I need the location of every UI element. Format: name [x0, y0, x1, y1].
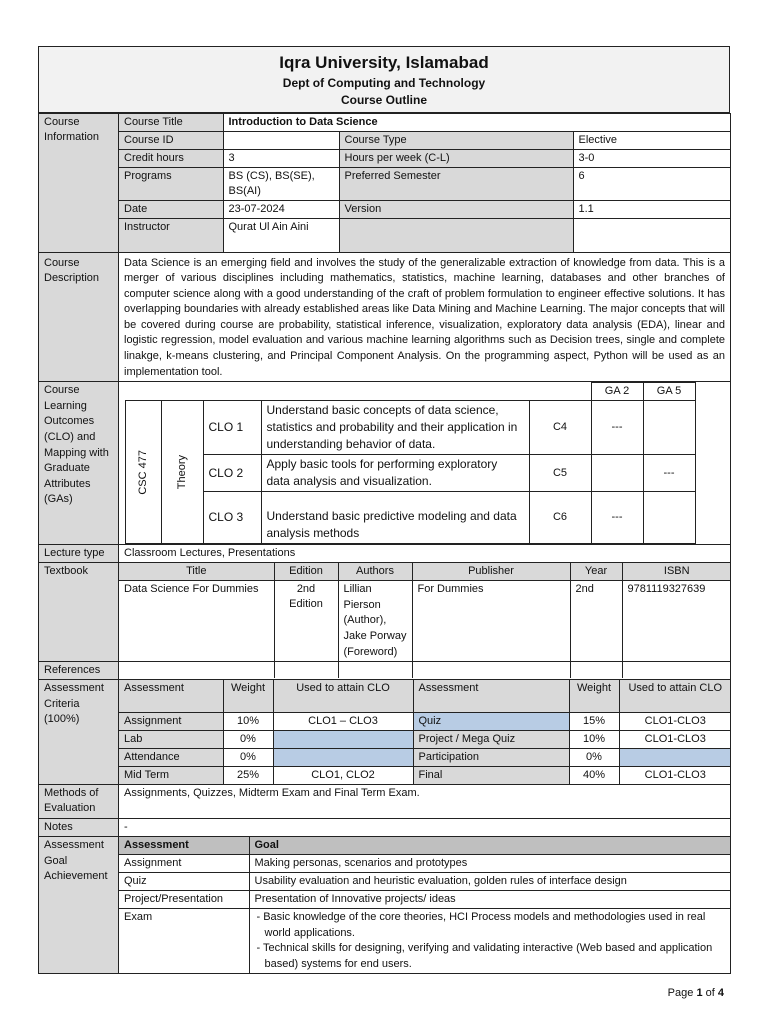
document-header — [38, 46, 730, 113]
textbook-label: Textbook — [39, 563, 119, 662]
course-type-label: Course Type — [339, 132, 573, 150]
textbook-header-authors: Authors — [338, 563, 412, 581]
goal-row — [119, 854, 731, 872]
assessment-name: Participation — [413, 748, 569, 766]
version-label: Version — [339, 201, 573, 219]
textbook-row — [119, 581, 731, 661]
notes-label: Notes — [39, 818, 119, 836]
clo-2-ga2 — [591, 455, 643, 492]
clo-1-ga2: --- — [591, 401, 643, 455]
assessment-row — [119, 748, 731, 766]
department-title: Dept of Computing and Technology — [282, 76, 486, 90]
exam-goal-item: - Technical skills for designing, verifying and validating interactive (Web based and application based) systems for end users. — [256, 942, 713, 970]
goal-assessment: Project/Presentation — [119, 890, 249, 908]
ga5-header: GA 5 — [643, 383, 695, 401]
assessment-weight: 25% — [223, 766, 273, 784]
assessment-weight: 40% — [569, 766, 619, 784]
clo-3-id: CLO 3 — [203, 492, 261, 544]
textbook-header-isbn: ISBN — [622, 563, 731, 581]
assessment-clo: CLO1-CLO3 — [619, 712, 731, 730]
lecture-type-value: Classroom Lectures, Presentations — [119, 545, 731, 563]
assessment-header-2: Assessment — [413, 680, 569, 712]
goals-header-goal: Goal — [249, 837, 731, 855]
clo-label: Course Learning Outcomes (CLO) and Mapping with Graduate Attributes (GAs) — [39, 382, 119, 545]
notes-value: - — [119, 818, 731, 836]
assessment-header-1: Assessment — [119, 680, 223, 712]
page-number: 1 — [696, 987, 703, 999]
goal-row-exam — [119, 908, 731, 973]
credit-hours-label: Credit hours — [119, 150, 223, 168]
textbook-authors: Lillian Pierson (Author), Jake Porway (Foreword) — [338, 581, 412, 661]
description-text: Data Science is an emerging field and involves the study of the generalizable extraction of knowledge from data. This is a merger of various disciplines including mathematics, statistics, machine learning, databases and other branches of computer science along with a good understanding of the craft of problem formulation to engineer effective solutions. It has overlapping boundaries with already established areas like Data Mining and Machine Learning. The major concepts that will be covered during course are probability, statistical inference, visualization, exploratory data analysis (EDA), linear and logistic regression, model evaluation and various machine learning algorithms such as Decision trees, single and complete linakge, k-means clustering, and Principal Component Analysis. On the programming aspect, Python will be used as an implementation tool. — [119, 252, 731, 382]
goals-label: Assessment Goal Achievement — [39, 836, 119, 973]
clo-2-level: C5 — [529, 455, 591, 492]
clo-3-ga2: --- — [591, 492, 643, 544]
instructor-extra — [339, 219, 573, 252]
clo-2-text: Apply basic tools for performing exploratory data analysis and visualization. — [261, 455, 529, 492]
course-outline-page — [38, 46, 730, 974]
course-id-value — [223, 132, 339, 150]
clo-1-id: CLO 1 — [203, 401, 261, 455]
version-value: 1.1 — [573, 201, 731, 219]
goals-table — [119, 837, 731, 973]
textbook-header-publisher: Publisher — [412, 563, 570, 581]
references-section — [39, 662, 731, 680]
assessment-clo: CLO1-CLO3 — [619, 730, 731, 748]
goal-assessment: Assignment — [119, 854, 249, 872]
assessment-name: Assignment — [119, 712, 223, 730]
description-section — [39, 252, 731, 382]
course-id-label: Course ID — [119, 132, 223, 150]
clo-table — [119, 382, 731, 544]
clo-1-level: C4 — [529, 401, 591, 455]
document-title: Course Outline — [340, 93, 427, 107]
programs-label: Programs — [119, 168, 223, 201]
assessment-section — [39, 680, 731, 785]
assessment-weight: 0% — [223, 748, 273, 766]
assessment-row — [119, 766, 731, 784]
clo-section — [39, 382, 731, 545]
date-value: 23-07-2024 — [223, 201, 339, 219]
weight-header-1: Weight — [223, 680, 273, 712]
page-total: 4 — [717, 987, 724, 999]
clo-2-id: CLO 2 — [203, 455, 261, 492]
hours-per-week-value: 3-0 — [573, 150, 731, 168]
textbook-header-year: Year — [570, 563, 622, 581]
textbook-header-title: Title — [119, 563, 274, 581]
description-label: Course Description — [39, 252, 119, 382]
course-code-vertical: CSC 477 — [136, 449, 149, 495]
instructor-value: Qurat Ul Ain Aini — [223, 219, 339, 252]
methods-label: Methods of Evaluation — [39, 784, 119, 818]
notes-section — [39, 818, 731, 836]
assessment-weight: 10% — [223, 712, 273, 730]
ga2-header: GA 2 — [591, 383, 643, 401]
hours-per-week-label: Hours per week (C-L) — [339, 150, 573, 168]
clo-header-1: Used to attain CLO — [273, 680, 413, 712]
page-footer — [668, 987, 724, 999]
assessment-table — [119, 680, 731, 784]
weight-header-2: Weight — [569, 680, 619, 712]
course-type-value: Elective — [573, 132, 731, 150]
course-title-label: Course Title — [119, 114, 223, 132]
goals-header-assessment: Assessment — [119, 837, 249, 855]
lecture-type-label: Lecture type — [39, 545, 119, 563]
course-title-value: Introduction to Data Science — [223, 114, 731, 132]
methods-section — [39, 784, 731, 818]
course-info-label: Course Information — [39, 114, 119, 253]
goal-assessment-exam: Exam — [119, 908, 249, 973]
clo-2-ga5: --- — [643, 455, 695, 492]
methods-value: Assignments, Quizzes, Midterm Exam and Final Term Exam. — [119, 784, 731, 818]
assessment-clo: CLO1-CLO3 — [619, 766, 731, 784]
goal-row — [119, 890, 731, 908]
clo-3-ga5 — [643, 492, 695, 544]
clo-3-level: C6 — [529, 492, 591, 544]
goal-row — [119, 872, 731, 890]
assessment-name: Attendance — [119, 748, 223, 766]
clo-header-2: Used to attain CLO — [619, 680, 731, 712]
textbook-edition: 2nd Edition — [274, 581, 338, 661]
goal-assessment: Quiz — [119, 872, 249, 890]
instructor-label: Instructor — [119, 219, 223, 252]
textbook-header-edition: Edition — [274, 563, 338, 581]
textbook-isbn: 9781119327639 — [622, 581, 731, 661]
date-label: Date — [119, 201, 223, 219]
assessment-clo: CLO1, CLO2 — [273, 766, 413, 784]
references-label: References — [39, 662, 119, 680]
assessment-name: Lab — [119, 730, 223, 748]
assessment-weight: 0% — [569, 748, 619, 766]
assessment-row — [119, 730, 731, 748]
assessment-clo — [273, 730, 413, 748]
goal-text: Making personas, scenarios and prototypes — [249, 854, 731, 872]
course-kind-vertical: Theory — [175, 455, 188, 490]
preferred-semester-value: 6 — [573, 168, 731, 201]
course-info-section — [39, 114, 731, 253]
assessment-label: Assessment Criteria (100%) — [39, 680, 119, 785]
assessment-name: Mid Term — [119, 766, 223, 784]
assessment-clo — [273, 748, 413, 766]
clo-1-ga5 — [643, 401, 695, 455]
assessment-row — [119, 712, 731, 730]
outline-table — [38, 113, 731, 974]
clo-3-text: Understand basic predictive modeling and data analysis methods — [261, 492, 529, 544]
assessment-weight: 0% — [223, 730, 273, 748]
goal-text: Usability evaluation and heuristic evaluation, golden rules of interface design — [249, 872, 731, 890]
assessment-name: Project / Mega Quiz — [413, 730, 569, 748]
page-of-label: of — [705, 987, 715, 999]
clo-1-text: Understand basic concepts of data science, statistics and probability and their application in understanding behavior of data. — [261, 401, 529, 455]
preferred-semester-label: Preferred Semester — [339, 168, 573, 201]
textbook-year: 2nd — [570, 581, 622, 661]
textbook-title: Data Science For Dummies — [119, 581, 274, 661]
textbook-table — [119, 563, 731, 661]
goals-section — [39, 836, 731, 973]
credit-hours-value: 3 — [223, 150, 339, 168]
goal-text: Presentation of Innovative projects/ ideas — [249, 890, 731, 908]
lecture-type-section — [39, 545, 731, 563]
page-label: Page — [667, 987, 694, 999]
assessment-name: Quiz — [413, 712, 569, 730]
exam-goal-item: - Basic knowledge of the core theories, HCI Process models and methodologies used in real world applications. — [256, 910, 706, 939]
instructor-extra-value — [573, 219, 731, 252]
course-info-table — [119, 114, 731, 252]
programs-value: BS (CS), BS(SE), BS(AI) — [223, 168, 339, 201]
assessment-name: Final — [413, 766, 569, 784]
assessment-weight: 15% — [569, 712, 619, 730]
university-title: Iqra University, Islamabad — [279, 53, 489, 72]
assessment-clo: CLO1 – CLO3 — [273, 712, 413, 730]
textbook-publisher: For Dummies — [412, 581, 570, 661]
assessment-clo — [619, 748, 731, 766]
textbook-section — [39, 563, 731, 662]
assessment-weight: 10% — [569, 730, 619, 748]
